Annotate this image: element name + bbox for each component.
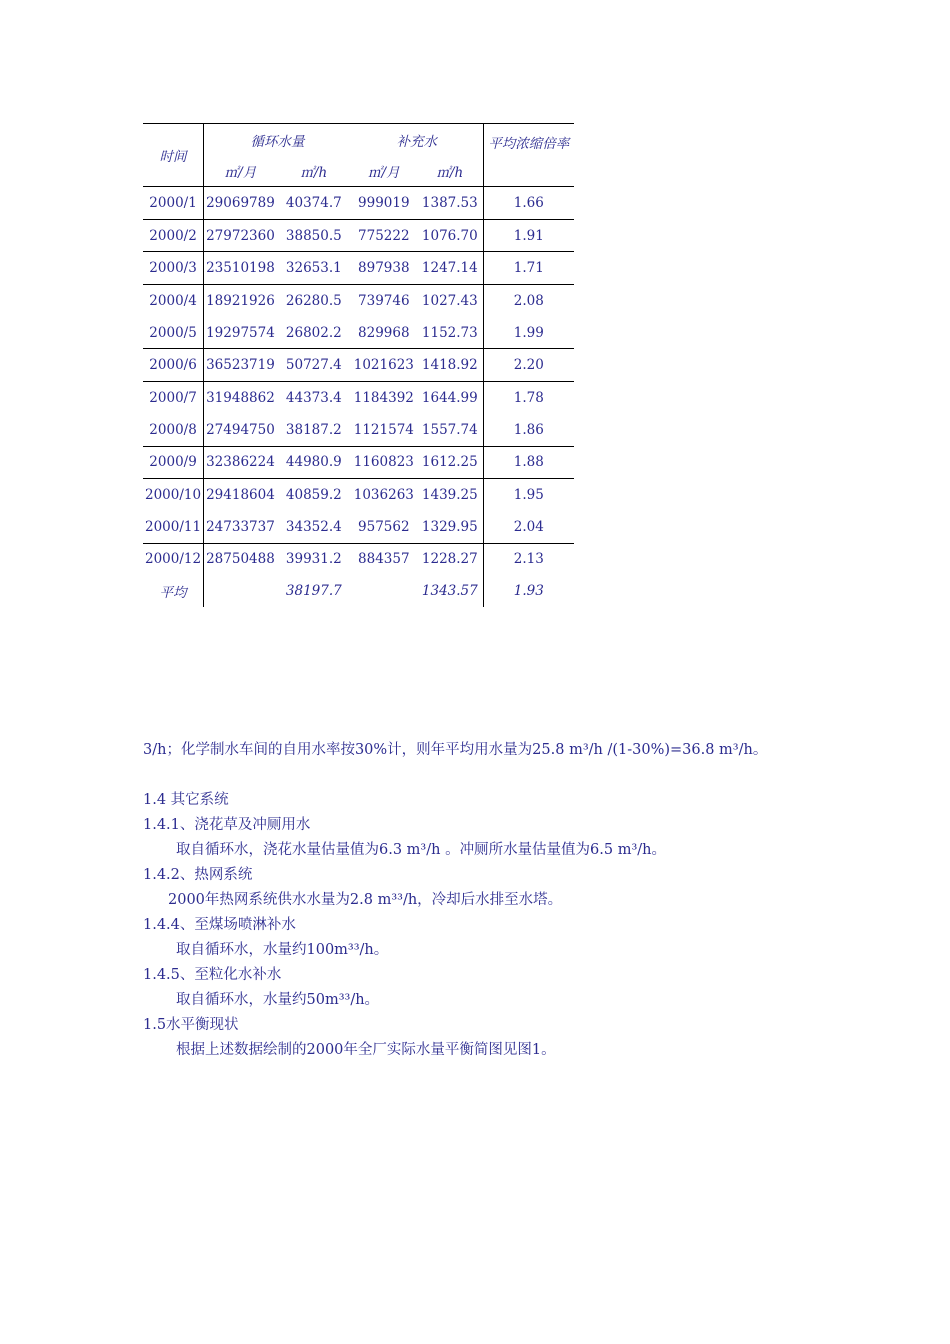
- cell-ratio: 2.20: [483, 349, 574, 382]
- cell-makeup-month: 739746: [351, 285, 417, 317]
- table-row-average: [143, 575, 574, 607]
- cell-makeup-month: 829968: [358, 324, 410, 341]
- table-row: [143, 285, 574, 317]
- cell-makeup-hour: 1027.43: [417, 285, 484, 317]
- cell-makeup-hour: 1418.92: [417, 349, 484, 382]
- heading-1-5: 1.5水平衡现状: [143, 1017, 239, 1033]
- cell-time: 2000/10: [143, 479, 204, 511]
- cell-time: 2000/8: [143, 414, 204, 446]
- cell-average-ratio: 1.93: [483, 575, 574, 607]
- cell-time: 2000/1: [143, 187, 204, 220]
- heading-1-4-1: 1.4.1、浇花草及冲厕用水: [143, 817, 311, 833]
- heading-1-4: 1.4 其它系统: [143, 792, 229, 808]
- cell-circ-month: 29418604: [204, 479, 277, 511]
- table-row: [143, 382, 574, 414]
- cell-makeup-month: 1121574: [353, 421, 414, 438]
- table-row: [143, 479, 574, 511]
- cell-ratio: 2.04: [483, 511, 574, 543]
- cell-circ-month: 24733737: [206, 518, 275, 535]
- cell-time: 2000/5: [143, 317, 204, 349]
- water-balance-table: [143, 123, 574, 607]
- cell-ratio: 1.88: [483, 446, 574, 479]
- cell-average-makeup-hour: 1343.57: [421, 583, 478, 600]
- cell-makeup-hour: 1387.53: [417, 187, 484, 220]
- header-unit-hour: ㎡/h: [300, 165, 328, 181]
- cell-circ-hour: 40859.2: [277, 479, 351, 511]
- cell-ratio: 1.71: [483, 252, 574, 285]
- heading-1-4-5: 1.4.5、至粒化水补水: [143, 967, 282, 983]
- cell-makeup-month: 897938: [351, 252, 417, 285]
- cell-makeup-hour: 1644.99: [417, 382, 484, 414]
- cell-ratio: 1.66: [483, 187, 574, 220]
- cell-makeup-hour: 1329.95: [421, 518, 478, 535]
- table-row: [143, 187, 574, 220]
- paragraph-1-4-4: 取自循环水，水量约100m³³/h。: [176, 942, 389, 958]
- cell-circ-hour: 32653.1: [277, 252, 351, 285]
- cell-circ-month: 23510198: [204, 252, 277, 285]
- paragraph-1-4-2: 2000年热网系统供水水量为2.8 m³³/h，冷却后水排至水塔。: [168, 892, 563, 908]
- cell-circ-month: 36523719: [204, 349, 277, 382]
- header-unit-month: ㎡/月: [224, 165, 257, 181]
- cell-makeup-month: 1036263: [351, 479, 417, 511]
- cell-time: 2000/4: [143, 285, 204, 317]
- cell-circ-month: 19297574: [206, 324, 275, 341]
- cell-circ-month: 18921926: [204, 285, 277, 317]
- cell-circ-hour: 50727.4: [277, 349, 351, 382]
- cell-circ-month: 29069789: [204, 187, 277, 220]
- cell-makeup-month: 999019: [351, 187, 417, 220]
- cell-circ-hour: 40374.7: [277, 187, 351, 220]
- cell-time: 2000/12: [143, 543, 204, 575]
- table-row: [143, 252, 574, 285]
- cell-time: 2000/2: [143, 219, 204, 252]
- cell-time: 2000/7: [143, 382, 204, 414]
- cell-ratio: 2.08: [483, 285, 574, 317]
- cell-time: 2000/9: [143, 446, 204, 479]
- table-row: [143, 414, 574, 446]
- cell-circ-hour: 38850.5: [277, 219, 351, 252]
- cell-ratio: 1.95: [483, 479, 574, 511]
- cell-makeup-month: 884357: [351, 543, 417, 575]
- cell-ratio: 1.91: [483, 219, 574, 252]
- document-body: [143, 738, 843, 1063]
- table-row: [143, 543, 574, 575]
- cell-makeup-hour: 1612.25: [417, 446, 484, 479]
- cell-circ-month: 27494750: [206, 421, 275, 438]
- table-row: [143, 349, 574, 382]
- cell-empty: [351, 575, 417, 607]
- cell-makeup-hour: 1439.25: [417, 479, 484, 511]
- cell-average-circ-hour: 38197.7: [285, 583, 342, 600]
- heading-1-4-4: 1.4.4、至煤场喷淋补水: [143, 917, 296, 933]
- cell-makeup-hour: 1247.14: [417, 252, 484, 285]
- cell-empty: [204, 575, 277, 607]
- header-unit-month: ㎡/月: [368, 165, 400, 181]
- cell-circ-hour: 38187.2: [285, 421, 342, 438]
- cell-ratio: 1.99: [483, 317, 574, 349]
- header-time: 时间: [143, 124, 204, 187]
- table-body: [143, 187, 574, 607]
- paragraph-1-4-5: 取自循环水，水量约50m³³/h。: [176, 992, 380, 1008]
- cell-makeup-month: 775222: [351, 219, 417, 252]
- cell-circ-hour: 26280.5: [277, 285, 351, 317]
- table-row: [143, 219, 574, 252]
- header-circulating: 循环水量: [204, 124, 351, 157]
- cell-circ-hour: 26802.2: [285, 324, 342, 341]
- table-row: [143, 511, 574, 543]
- header-unit-hour: ㎡/h: [436, 165, 464, 181]
- cell-average-label: 平均: [143, 575, 204, 607]
- cell-makeup-month: 957562: [358, 518, 410, 535]
- cell-circ-month: 32386224: [204, 446, 277, 479]
- cell-time: 2000/6: [143, 349, 204, 382]
- cell-circ-hour: 44373.4: [277, 382, 351, 414]
- table-row: [143, 446, 574, 479]
- cell-makeup-hour: 1228.27: [417, 543, 484, 575]
- heading-1-4-2: 1.4.2、热网系统: [143, 867, 253, 883]
- table-row: [143, 317, 574, 349]
- cell-ratio: 2.13: [483, 543, 574, 575]
- paragraph-1-5: 根据上述数据绘制的2000年全厂实际水量平衡简图见图1。: [176, 1042, 556, 1058]
- cell-makeup-hour: 1557.74: [421, 421, 478, 438]
- cell-circ-month: 28750488: [204, 543, 277, 575]
- cell-circ-hour: 44980.9: [277, 446, 351, 479]
- header-avg-concentration: 平均浓缩倍率: [483, 124, 574, 187]
- header-makeup: 补充水: [351, 124, 484, 157]
- cell-ratio: 1.78: [483, 382, 574, 414]
- cell-makeup-hour: 1076.70: [417, 219, 484, 252]
- cell-makeup-month: 1184392: [351, 382, 417, 414]
- cell-circ-hour: 39931.2: [277, 543, 351, 575]
- cell-circ-month: 27972360: [204, 219, 277, 252]
- cell-makeup-hour: 1152.73: [421, 324, 478, 341]
- cell-ratio: 1.86: [483, 414, 574, 446]
- paragraph-line1: 3/h；化学制水车间的自用水率按30%计，则年平均用水量为25.8 m³/h /(1-30%)=36.8 m³/h。: [143, 742, 768, 758]
- cell-time: 2000/11: [143, 511, 204, 543]
- cell-makeup-month: 1021623: [351, 349, 417, 382]
- paragraph-1-4-1: 取自循环水，浇花水量估量值为6.3 m³/h 。冲厕所水量估量值为6.5 m³/h。: [176, 842, 667, 858]
- cell-makeup-month: 1160823: [351, 446, 417, 479]
- cell-circ-hour: 34352.4: [285, 518, 342, 535]
- cell-circ-month: 31948862: [204, 382, 277, 414]
- cell-time: 2000/3: [143, 252, 204, 285]
